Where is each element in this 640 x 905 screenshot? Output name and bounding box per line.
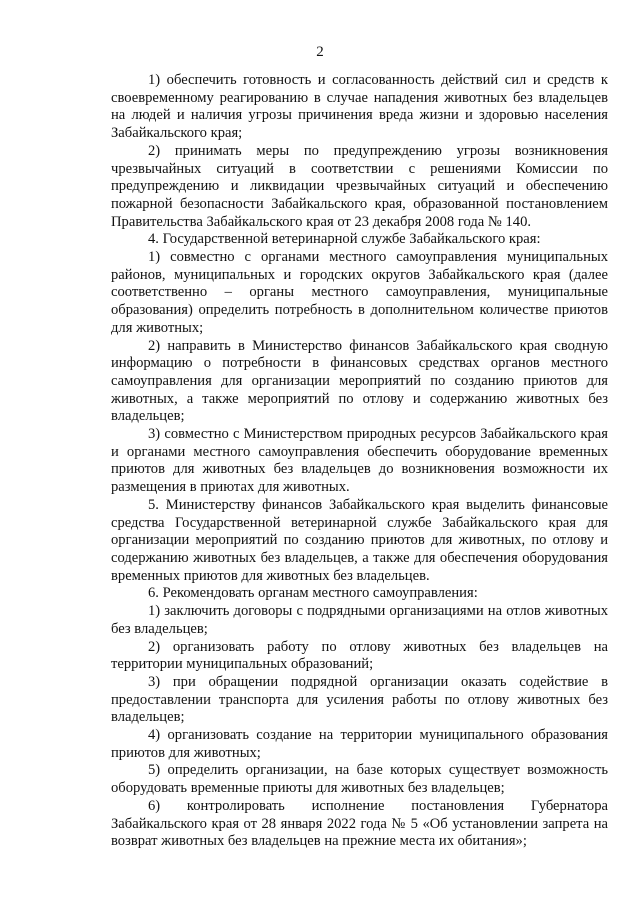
paragraph-4-2: 2) направить в Министерство финансов Забайкальского края сводную информацию о потребности в финансовых средствах органов местного самоуправления для организации мероприятий по созданию приютов для животных, а также мероприятий по отлову и содержанию животных без владельцев; [111,337,608,425]
paragraph-6-5: 5) определить организации, на базе которых существует возможность оборудовать временные приюты для животных без владельцев; [111,762,608,797]
paragraph-4-heading: 4. Государственной ветеринарной службе Забайкальского края: [148,231,541,248]
paragraph-3-2: 2) принимать меры по предупреждению угрозы возникновения чрезвычайных ситуаций в соответствии с решениями Комиссии по предупреждению и ликвидации чрезвычайных ситуаций и обеспечению пожарной безопасности Забайкальского края, образованной постановлением Правительства Забайкальского края от 23 декабря 2008 года № 140. [111,142,608,230]
document-body [111,72,608,851]
paragraph-6-4: 4) организовать создание на территории муниципального образования приютов для животных; [111,727,608,761]
page-number: 2 [316,44,324,60]
paragraph-4-1: 1) совместно с органами местного самоуправления муниципальных районов, муниципальных и городских округов Забайкальского края (далее соответственно – органы местного самоуправления, муниципальные образования) определить потребность в дополнительном количестве приютов для животных; [111,249,608,336]
paragraph-4-3: 3) совместно с Министерством природных ресурсов Забайкальского края и органами местного самоуправления обеспечить оборудование временных приютов для животных без владельцев до возникновения возможности их размещения в приютах для животных. [111,426,608,496]
paragraph-6-3: 3) при обращении подрядной организации оказать содействие в предоставлении транспорта для усиления работы по отлову животных без владельцев; [111,673,608,726]
paragraph-6-heading: 6. Рекомендовать органам местного самоуправления: [148,585,478,602]
paragraph-6-1: 1) заключить договоры с подрядными организациями на отлов животных без владельцев; [111,603,608,637]
paragraph-6-6: 6) контролировать исполнение постановления Губернатора Забайкальского края от 28 января 2022 года № 5 «Об установлении запрета на возврат животных без владельцев на прежние места их обитания»; [111,797,608,850]
paragraph-6-2: 2) организовать работу по отлову животных без владельцев на территории муниципальных образований; [111,638,608,673]
paragraph-5: 5. Министерству финансов Забайкальского края выделить финансовые средства Государственной ветеринарной службе Забайкальского края для организации мероприятий по созданию приютов для животных, по отлову и содержанию животных без владельцев, а также для обеспечения оборудования временных приютов для животных без владельцев. [111,496,608,584]
paragraph-3-1: 1) обеспечить готовность и согласованность действий сил и средств к своевременному реагированию в случае нападения животных без владельцев на людей и наличия угрозы причинения вреда жизни и здоровью населения Забайкальского края; [111,72,608,142]
